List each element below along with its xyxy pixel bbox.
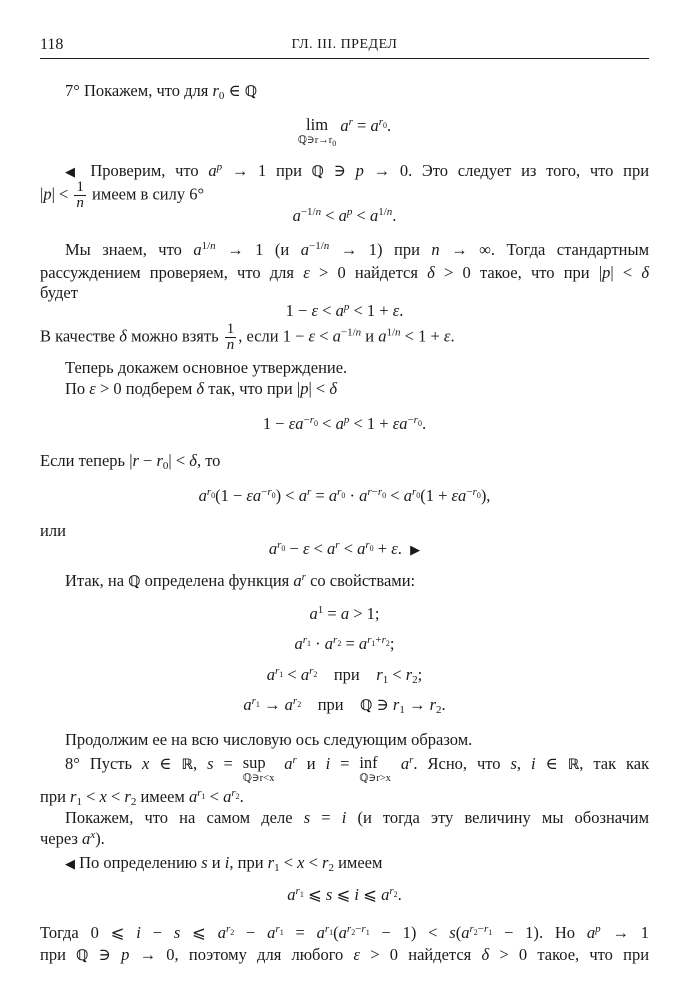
formula-or: $a^{r_0} - \varepsilon < a^r < a^{r_0} + \varepsilon$. ▶	[268, 539, 421, 558]
formula-bounds: $a^{-1/n} < a^p < a^{1/n}$.	[292, 206, 397, 225]
formula-prop-2: $a^{r_1} \cdot a^{r_2} = a^{r_1+r_2}$;	[294, 634, 395, 653]
formula-limit: lim $ℚ∋r\to r_0$ $a^r = a^{r_0}$.	[297, 115, 392, 148]
formula-chain: $a^{r_0}(1 - \varepsilon a^{-r_0}) < a^r = a^{r_0} \cdot a^{r-r_0} < a^{r_0}(1 + \varepsilon a^{-r_0})$,	[198, 486, 491, 505]
paragraph-we-know: Мы знаем, что $a^{1/n} \to 1$ (и $a^{-1/n} \to 1$) при n → ∞. Тогда стандартным	[65, 240, 650, 259]
paragraph-condition: |p| < $\frac{1}{n}$ имеем в силу 6°	[40, 179, 205, 211]
formula-prop-1: $a^1 = a > 1$;	[309, 604, 380, 623]
paragraph-by-def: ◀ По определению s и i, при $r_1 < x < r_2$ имеем	[65, 853, 383, 874]
paragraph-reasoning: рассуждением проверяем, что для ε > 0 найдется δ > 0 такое, что при |p| < δ	[40, 263, 650, 282]
paragraph-properties: Итак, на ℚ определена функция $a^r$ со свойствами:	[65, 571, 416, 590]
paragraph-pick-delta: По ε > 0 подберем δ так, что при |p| < δ	[65, 379, 337, 398]
formula-prop-4: $a^{r_1} \to a^{r_2}$ при ℚ ∋ $r_1 \to r_2$.	[243, 695, 446, 716]
formula-epsilon: $1 - \varepsilon < a^p < 1 + \varepsilon$.	[285, 301, 404, 320]
paragraph-extend: Продолжим ее на всю числовую ось следующим образом.	[65, 730, 473, 749]
item-8-heading: 8° Пусть x ∈ ℝ, s = sup ℚ∋r<x $a^r$ и i = inf ℚ∋r>x $a^r$. Ясно, что s, i ∈ ℝ, так как	[65, 753, 650, 784]
paragraph-delta-choice: В качестве δ можно взять $\frac{1}{n}$ , если $1 - \varepsilon < a^{-1/n}$ и $a^{1/n} < 1 + \varepsilon$.	[40, 321, 455, 353]
running-head: ГЛ. III. ПРЕДЕЛ	[291, 37, 398, 52]
paragraph-if-now: Если теперь $|r - r_0| < \delta$, то	[40, 451, 221, 472]
item-7-heading: 7° Покажем, что для $r_0$ ∈ ℚ	[65, 81, 258, 102]
formula-pick-delta: $1 - \varepsilon a^{-r_0} < a^p < 1 + \varepsilon a^{-r_0}$.	[262, 414, 427, 433]
page-number: 118	[40, 36, 64, 53]
paragraph-via: через $a^x$).	[40, 829, 105, 848]
paragraph-when: при $r_1 < x < r_2$ имеем $a^{r_1} < a^{r_2}$.	[40, 787, 244, 808]
paragraph-proof-start: ◀ Проверим, что $a^p \to 1$ при ℚ ∋ p → 0. Это следует из того, что при	[65, 161, 650, 180]
paragraph-then: Тогда 0 ⩽ i − s ⩽ $a^{r_2} - a^{r_1} = a^{r_1}(a^{r_2-r_1} - 1) < s(a^{r_2-r_1} - 1)$. Но $a^p \to 1$	[40, 923, 650, 942]
formula-sandwich: $a^{r_1}$ ⩽ s ⩽ i ⩽ $a^{r_2}$.	[287, 885, 402, 904]
paragraph-last: при ℚ ∋ p → 0, поэтому для любого ε > 0 найдется δ > 0 такое, что при	[40, 945, 650, 964]
paragraph-main-claim: Теперь докажем основное утверждение.	[65, 358, 348, 377]
paragraph-or: или	[40, 521, 66, 540]
page-header	[40, 36, 649, 59]
paragraph-show-equal: Покажем, что на самом деле s = i (и тогда эту величину мы обозначим	[65, 808, 650, 827]
formula-prop-3: $a^{r_1} < a^{r_2}$ при $r_1 < r_2$;	[266, 665, 423, 686]
paragraph-budet: будет	[40, 283, 78, 302]
